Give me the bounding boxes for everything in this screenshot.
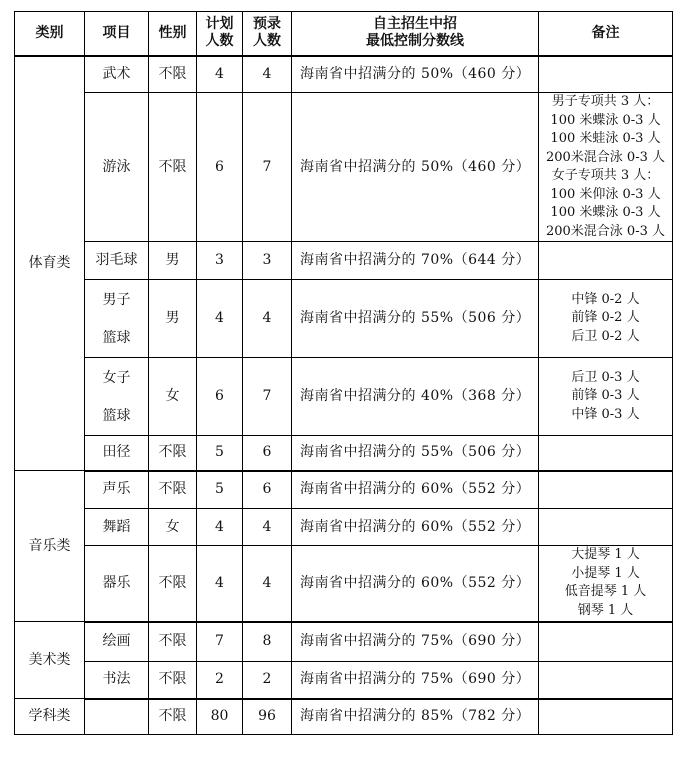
gender-cell: 不限 — [149, 622, 197, 662]
note-cell — [539, 242, 673, 280]
note-line: 中锋 0-3 人 — [571, 406, 640, 422]
note-cell — [539, 93, 673, 242]
table-row — [15, 56, 673, 93]
pre-count-cell: 7 — [243, 358, 292, 436]
item-cell — [85, 509, 149, 546]
item-name: 篮球 — [102, 407, 131, 424]
header-gender: 性别 — [149, 12, 197, 56]
header-item: 项目 — [85, 12, 149, 56]
gender-cell: 男 — [149, 280, 197, 358]
gender-cell: 不限 — [149, 436, 197, 471]
header-pre-line: 人数 — [253, 33, 281, 50]
item-name: 舞蹈 — [102, 518, 131, 535]
note-line: 后卫 0-2 人 — [571, 328, 640, 344]
note-line: 200米混合泳 0-3 人 — [545, 223, 665, 239]
plan-count-cell: 5 — [197, 436, 243, 471]
score-line-cell: 海南省中招满分的 55%（506 分） — [292, 436, 539, 471]
pre-count-cell: 8 — [243, 622, 292, 662]
score-line-cell: 海南省中招满分的 85%（782 分） — [292, 699, 539, 735]
item-name: 游泳 — [102, 158, 131, 175]
item-name: 绘画 — [102, 633, 131, 650]
note-cell — [539, 546, 673, 622]
note-line: 200米混合泳 0-3 人 — [545, 149, 665, 165]
note-cell — [539, 699, 673, 735]
item-cell — [85, 546, 149, 622]
table-row — [15, 436, 673, 471]
item-name: 篮球 — [102, 329, 131, 346]
score-line-cell: 海南省中招满分的 70%（644 分） — [292, 242, 539, 280]
note-cell — [539, 280, 673, 358]
note-line: 前锋 0-3 人 — [571, 388, 640, 404]
plan-count-cell: 6 — [197, 93, 243, 242]
score-line-cell: 海南省中招满分的 50%（460 分） — [292, 93, 539, 242]
plan-count-cell: 4 — [197, 280, 243, 358]
note-line: 低音提琴 1 人 — [564, 584, 647, 600]
item-name: 声乐 — [102, 481, 131, 498]
item-cell — [85, 699, 149, 735]
header-pre — [243, 12, 292, 56]
note-cell — [539, 56, 673, 93]
header-score-line-text: 自主招生中招 — [373, 16, 457, 33]
header-note: 备注 — [539, 12, 673, 56]
item-name: 武术 — [102, 65, 131, 82]
table-row — [15, 699, 673, 735]
header-category: 类别 — [15, 12, 85, 56]
note-line: 小提琴 1 人 — [571, 565, 640, 581]
header-score-line — [292, 12, 539, 56]
gender-cell: 不限 — [149, 471, 197, 509]
pre-count-cell: 2 — [243, 662, 292, 699]
item-cell — [85, 358, 149, 436]
note-line: 100 米蛙泳 0-3 人 — [550, 131, 661, 146]
item-cell — [85, 622, 149, 662]
note-line: 女子专项共 3 人： — [551, 168, 660, 183]
item-cell — [85, 280, 149, 358]
gender-cell: 不限 — [149, 56, 197, 93]
gender-cell: 女 — [149, 358, 197, 436]
header-pre-line: 预录 — [253, 16, 281, 33]
pre-count-cell: 4 — [243, 280, 292, 358]
item-name: 书法 — [102, 671, 131, 688]
category-cell: 学科类 — [15, 699, 85, 735]
score-line-cell: 海南省中招满分的 40%（368 分） — [292, 358, 539, 436]
gender-cell: 不限 — [149, 662, 197, 699]
pre-count-cell: 6 — [243, 471, 292, 509]
pre-count-cell: 6 — [243, 436, 292, 471]
item-cell — [85, 242, 149, 280]
pre-count-cell: 4 — [243, 509, 292, 546]
table-row — [15, 93, 673, 242]
table-row — [15, 546, 673, 622]
table-row — [15, 471, 673, 509]
category-cell: 音乐类 — [15, 471, 85, 622]
plan-count-cell: 2 — [197, 662, 243, 699]
table-row — [15, 358, 673, 436]
note-line: 100 米蝶泳 0-3 人 — [550, 112, 661, 128]
score-line-cell: 海南省中招满分的 55%（506 分） — [292, 280, 539, 358]
pre-count-cell: 3 — [243, 242, 292, 280]
pre-count-cell: 7 — [243, 93, 292, 242]
item-name: 女子 — [102, 369, 131, 386]
item-cell — [85, 662, 149, 699]
admission-table — [14, 11, 673, 735]
item-name: 男子 — [102, 291, 131, 308]
note-cell — [539, 662, 673, 699]
item-cell — [85, 56, 149, 93]
header-plan-line: 计划 — [205, 16, 234, 33]
category-cell: 体育类 — [15, 56, 85, 471]
plan-count-cell: 3 — [197, 242, 243, 280]
gender-cell: 不限 — [149, 699, 197, 735]
item-cell — [85, 93, 149, 242]
score-line-cell: 海南省中招满分的 75%（690 分） — [292, 662, 539, 699]
table-row — [15, 662, 673, 699]
note-cell — [539, 358, 673, 436]
note-line: 中锋 0-2 人 — [571, 291, 640, 307]
gender-cell: 女 — [149, 509, 197, 546]
plan-count-cell: 80 — [197, 699, 243, 735]
table-row — [15, 622, 673, 662]
item-cell — [85, 471, 149, 509]
note-line: 钢琴 1 人 — [577, 602, 634, 618]
plan-count-cell: 6 — [197, 358, 243, 436]
note-cell — [539, 509, 673, 546]
pre-count-cell: 4 — [243, 546, 292, 622]
gender-cell: 男 — [149, 242, 197, 280]
score-line-cell: 海南省中招满分的 60%（552 分） — [292, 471, 539, 509]
note-line: 前锋 0-2 人 — [571, 310, 640, 326]
pre-count-cell: 4 — [243, 56, 292, 93]
plan-count-cell: 4 — [197, 509, 243, 546]
table-row — [15, 242, 673, 280]
note-cell — [539, 471, 673, 509]
header-score-line-text: 最低控制分数线 — [366, 33, 464, 50]
category-cell: 美术类 — [15, 622, 85, 699]
note-line: 100 米蝶泳 0-3 人 — [550, 205, 661, 220]
note-line: 100 米仰泳 0-3 人 — [550, 186, 661, 202]
header-plan-line: 人数 — [205, 33, 234, 50]
score-line-cell: 海南省中招满分的 60%（552 分） — [292, 546, 539, 622]
item-cell — [85, 436, 149, 471]
note-line: 后卫 0-3 人 — [571, 369, 640, 385]
pre-count-cell: 96 — [243, 699, 292, 735]
gender-cell: 不限 — [149, 546, 197, 622]
table-row — [15, 280, 673, 358]
note-line: 大提琴 1 人 — [571, 547, 640, 563]
item-name: 羽毛球 — [95, 252, 138, 268]
plan-count-cell: 4 — [197, 546, 243, 622]
score-line-cell: 海南省中招满分的 75%（690 分） — [292, 622, 539, 662]
item-name: 器乐 — [102, 574, 131, 591]
item-name: 田径 — [102, 444, 131, 461]
plan-count-cell: 7 — [197, 622, 243, 662]
plan-count-cell: 5 — [197, 471, 243, 509]
header-plan — [197, 12, 243, 56]
note-cell — [539, 436, 673, 471]
note-cell — [539, 622, 673, 662]
table-row — [15, 509, 673, 546]
note-line: 男子专项共 3 人： — [551, 94, 660, 109]
score-line-cell: 海南省中招满分的 60%（552 分） — [292, 509, 539, 546]
plan-count-cell: 4 — [197, 56, 243, 93]
gender-cell: 不限 — [149, 93, 197, 242]
score-line-cell: 海南省中招满分的 50%（460 分） — [292, 56, 539, 93]
